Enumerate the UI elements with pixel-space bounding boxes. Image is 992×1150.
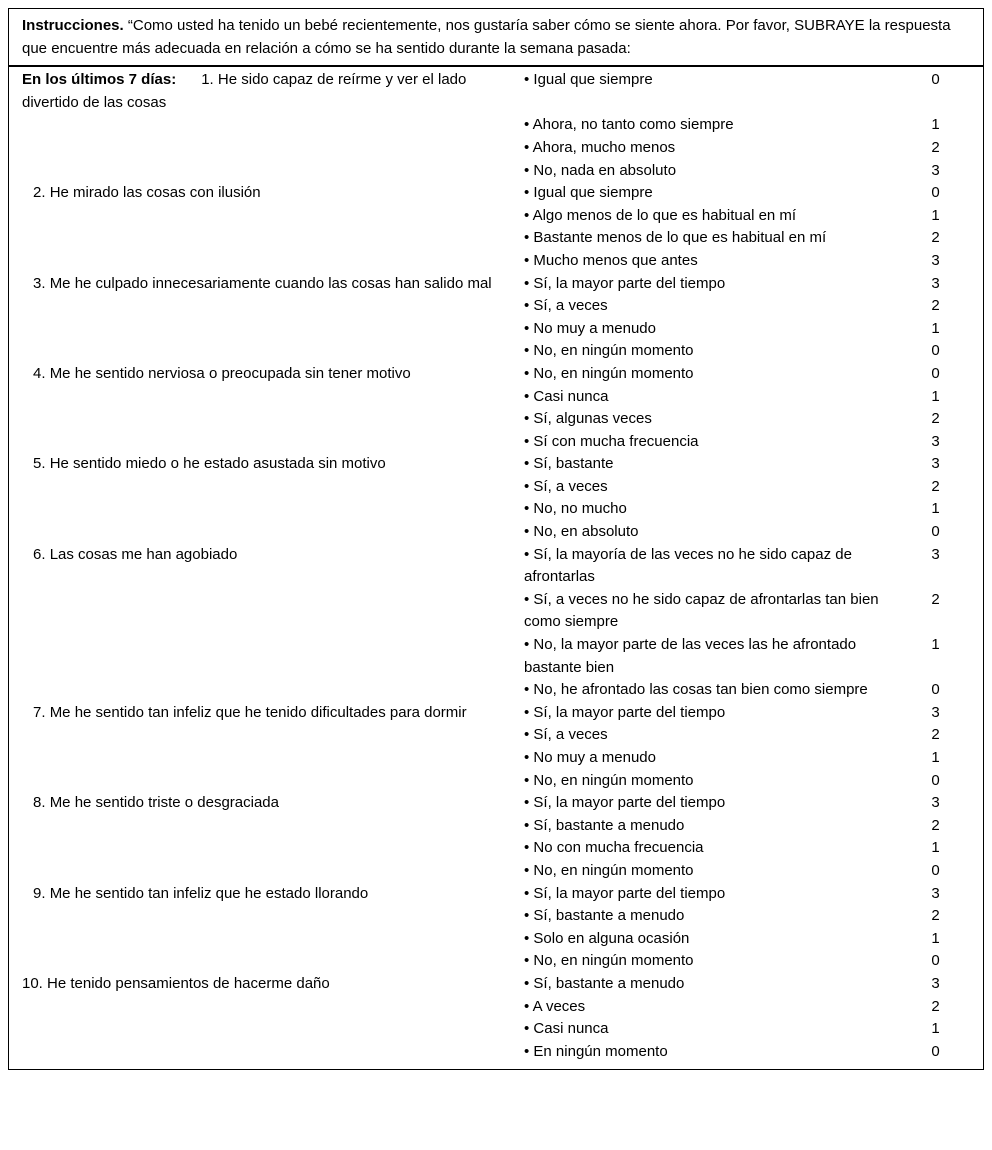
option-row — [9, 69, 983, 114]
option-label: • Sí, a veces — [524, 478, 608, 495]
option-row — [9, 1018, 983, 1041]
question-cell — [9, 950, 524, 973]
question-cell — [9, 1018, 524, 1041]
option-label: • Sí con mucha frecuencia — [524, 433, 699, 450]
option-row — [9, 273, 983, 296]
option-row — [9, 386, 983, 409]
period-header-label: En los últimos 7 días: — [22, 71, 177, 89]
option-label: • Sí, bastante — [524, 455, 613, 472]
questions-tbody — [9, 69, 983, 1063]
option-label: • Ahora, no tanto como siempre — [524, 116, 734, 133]
option-row — [9, 883, 983, 906]
question-cell — [9, 837, 524, 860]
score-cell: 0 — [931, 771, 940, 789]
question-cell — [9, 724, 524, 747]
option-cell — [524, 928, 888, 951]
option-cell — [524, 883, 888, 906]
option-cell — [524, 860, 888, 883]
question-cell — [9, 295, 524, 318]
question-cell — [9, 69, 524, 114]
score-cell: 2 — [931, 997, 940, 1015]
option-row — [9, 792, 983, 815]
score-cell: 1 — [931, 929, 940, 947]
option-row — [9, 860, 983, 883]
option-label: • Sí, a veces no he sido capaz de afrontarlas tan bien como siempre — [524, 591, 879, 631]
option-cell — [524, 1018, 888, 1041]
option-label: • No, nada en absoluto — [524, 162, 676, 179]
option-cell — [524, 747, 888, 770]
option-row — [9, 295, 983, 318]
question-number: 7. — [33, 703, 46, 721]
option-row — [9, 950, 983, 973]
question-cell — [9, 340, 524, 363]
score-cell: 3 — [931, 455, 940, 473]
option-label: • Sí, la mayor parte del tiempo — [524, 275, 725, 292]
score-cell: 2 — [931, 229, 940, 247]
question-cell — [9, 182, 524, 205]
option-cell — [524, 386, 888, 409]
score-cell: 2 — [931, 138, 940, 156]
option-row — [9, 408, 983, 431]
question-cell — [9, 860, 524, 883]
option-label: • No, en absoluto — [524, 523, 639, 540]
option-row — [9, 589, 983, 634]
score-cell: 1 — [931, 636, 940, 654]
option-cell — [524, 273, 888, 296]
score-cell: 2 — [931, 907, 940, 925]
score-cell: 1 — [931, 116, 940, 134]
option-row — [9, 702, 983, 725]
option-cell — [524, 114, 888, 137]
option-label: • Sí, bastante a menudo — [524, 907, 684, 924]
option-cell — [524, 815, 888, 838]
option-row — [9, 747, 983, 770]
question-text: Me he sentido tan infeliz que he estado llorando — [49, 884, 369, 902]
option-row — [9, 770, 983, 793]
option-row — [9, 114, 983, 137]
option-label: • En ningún momento — [524, 1043, 668, 1060]
option-cell — [524, 837, 888, 860]
option-label: • No, he afrontado las cosas tan bien como siempre — [524, 681, 868, 698]
option-row — [9, 905, 983, 928]
option-cell — [524, 792, 888, 815]
score-cell: 0 — [931, 364, 940, 382]
question-cell — [9, 250, 524, 273]
option-row — [9, 679, 983, 702]
option-label: • No con mucha frecuencia — [524, 839, 704, 856]
option-cell — [524, 227, 888, 250]
option-label: • No, en ningún momento — [524, 365, 694, 382]
score-cell: 2 — [931, 477, 940, 495]
option-row — [9, 137, 983, 160]
question-cell — [9, 883, 524, 906]
score-cell: 1 — [931, 206, 940, 224]
option-cell — [524, 431, 888, 454]
option-label: • A veces — [524, 998, 585, 1015]
option-row — [9, 160, 983, 183]
option-label: • Sí, la mayor parte del tiempo — [524, 885, 725, 902]
question-cell — [9, 476, 524, 499]
option-cell — [524, 702, 888, 725]
option-cell — [524, 453, 888, 476]
option-label: • No, la mayor parte de las veces las he afrontado bastante bien — [524, 636, 856, 676]
option-row — [9, 634, 983, 679]
question-cell — [9, 1041, 524, 1064]
option-cell — [524, 205, 888, 228]
score-cell: 1 — [931, 319, 940, 337]
question-cell — [9, 137, 524, 160]
question-cell — [9, 114, 524, 137]
score-cell: 1 — [931, 749, 940, 766]
option-cell — [524, 498, 888, 521]
question-cell — [9, 905, 524, 928]
question-cell — [9, 702, 524, 725]
option-row — [9, 182, 983, 205]
score-cell: 2 — [931, 816, 940, 834]
option-label: • Igual que siempre — [524, 71, 653, 88]
option-label: • Casi nunca — [524, 388, 608, 405]
instructions-text: “Como usted ha tenido un bebé recientemente, nos gustaría saber cómo se siente ahora. Por favor, SUBRAYE la respuesta que encuentre más adecuada en relación a cómo se ha sentido durante la semana pasada: — [22, 17, 951, 57]
question-cell — [9, 792, 524, 815]
option-row — [9, 340, 983, 363]
score-cell: 3 — [931, 974, 940, 992]
questionnaire-sheet — [8, 8, 984, 1070]
question-number: 8. — [33, 794, 46, 812]
option-cell — [524, 634, 888, 679]
option-row — [9, 544, 983, 589]
option-cell — [524, 69, 888, 114]
option-cell — [524, 724, 888, 747]
score-cell: 3 — [931, 794, 940, 812]
score-cell: 3 — [931, 251, 940, 269]
question-number: 10. — [22, 974, 43, 992]
score-cell: 0 — [931, 523, 940, 541]
option-label: • No, no mucho — [524, 500, 627, 517]
score-cell: 1 — [931, 387, 940, 405]
option-label: • Ahora, mucho menos — [524, 139, 675, 156]
option-label: • No muy a menudo — [524, 320, 656, 337]
question-text: He tenido pensamientos de hacerme daño — [47, 974, 330, 992]
question-cell — [9, 160, 524, 183]
score-cell: 0 — [931, 1042, 940, 1060]
score-cell: 0 — [931, 861, 940, 879]
question-cell — [9, 453, 524, 476]
question-number: 6. — [33, 545, 46, 563]
question-number: 5. — [33, 455, 46, 473]
option-label: • Mucho menos que antes — [524, 252, 698, 269]
option-label: • Sí, la mayor parte del tiempo — [524, 704, 725, 721]
option-cell — [524, 973, 888, 996]
question-cell — [9, 815, 524, 838]
option-row — [9, 521, 983, 544]
question-text: Las cosas me han agobiado — [49, 545, 238, 563]
option-row — [9, 815, 983, 838]
instructions-block — [9, 9, 983, 67]
question-text: He mirado las cosas con ilusión — [49, 184, 261, 202]
option-cell — [524, 521, 888, 544]
option-cell — [524, 160, 888, 183]
score-cell: 3 — [931, 545, 940, 563]
question-number: 4. — [33, 364, 46, 382]
question-cell — [9, 679, 524, 702]
questions-table — [9, 69, 983, 1063]
question-cell — [9, 363, 524, 386]
option-label: • Sí, bastante a menudo — [524, 817, 684, 834]
option-row — [9, 318, 983, 341]
option-cell — [524, 996, 888, 1019]
option-label: • Sí, a veces — [524, 726, 608, 743]
option-cell — [524, 770, 888, 793]
option-cell — [524, 544, 888, 589]
score-cell: 0 — [931, 71, 940, 89]
question-text: Me he sentido nerviosa o preocupada sin tener motivo — [49, 364, 411, 382]
option-cell — [524, 250, 888, 273]
option-row — [9, 227, 983, 250]
question-cell — [9, 273, 524, 296]
question-cell — [9, 589, 524, 634]
option-label: • Igual que siempre — [524, 184, 653, 201]
score-cell: 3 — [931, 274, 940, 292]
question-text: Me he culpado innecesariamente cuando las cosas han salido mal — [49, 274, 492, 292]
question-cell — [9, 408, 524, 431]
score-cell: 3 — [931, 432, 940, 450]
option-row — [9, 724, 983, 747]
score-cell: 1 — [931, 839, 940, 857]
option-cell — [524, 182, 888, 205]
question-cell — [9, 498, 524, 521]
option-label: • Sí, la mayoría de las veces no he sido capaz de afrontarlas — [524, 546, 852, 586]
score-cell: 3 — [931, 161, 940, 179]
option-row — [9, 498, 983, 521]
option-label: • Casi nunca — [524, 1020, 608, 1037]
question-cell — [9, 996, 524, 1019]
question-text: He sentido miedo o he estado asustada sin motivo — [49, 455, 386, 473]
option-cell — [524, 679, 888, 702]
option-row — [9, 928, 983, 951]
score-cell: 0 — [931, 342, 940, 360]
question-cell — [9, 634, 524, 679]
option-cell — [524, 318, 888, 341]
score-cell: 0 — [931, 952, 940, 970]
question-cell — [9, 973, 524, 996]
score-cell: 2 — [931, 726, 940, 744]
option-row — [9, 476, 983, 499]
option-row — [9, 973, 983, 996]
option-label: • No, en ningún momento — [524, 952, 694, 969]
option-cell — [524, 905, 888, 928]
option-label: • Sí, algunas veces — [524, 410, 652, 427]
option-label: • No muy a menudo — [524, 749, 656, 766]
option-cell — [524, 295, 888, 318]
question-cell — [9, 544, 524, 589]
option-row — [9, 205, 983, 228]
question-text: Me he sentido tan infeliz que he tenido dificultades para dormir — [49, 703, 467, 721]
option-cell — [524, 137, 888, 160]
option-row — [9, 453, 983, 476]
option-cell — [524, 340, 888, 363]
question-cell — [9, 318, 524, 341]
option-row — [9, 363, 983, 386]
question-cell — [9, 205, 524, 228]
question-cell — [9, 431, 524, 454]
option-row — [9, 250, 983, 273]
score-cell: 1 — [931, 500, 940, 518]
score-cell: 2 — [931, 590, 940, 608]
instructions-label: Instrucciones. — [22, 17, 124, 34]
score-cell: 3 — [931, 884, 940, 902]
option-cell — [524, 408, 888, 431]
score-cell: 3 — [931, 703, 940, 721]
score-cell: 0 — [931, 184, 940, 202]
question-number: 1. — [201, 71, 214, 89]
option-row — [9, 1041, 983, 1064]
score-cell: 0 — [931, 681, 940, 699]
option-label: • Sí, bastante a menudo — [524, 975, 684, 992]
option-row — [9, 837, 983, 860]
score-cell: 2 — [931, 297, 940, 315]
option-label: • Sí, a veces — [524, 297, 608, 314]
question-text: Me he sentido triste o desgraciada — [49, 794, 279, 812]
option-label: • No, en ningún momento — [524, 772, 694, 789]
option-row — [9, 996, 983, 1019]
option-label: • Bastante menos de lo que es habitual en mí — [524, 229, 826, 246]
question-cell — [9, 521, 524, 544]
question-cell — [9, 227, 524, 250]
question-cell — [9, 386, 524, 409]
option-row — [9, 431, 983, 454]
score-cell: 2 — [931, 410, 940, 428]
option-label: • No, en ningún momento — [524, 342, 694, 359]
option-label: • Algo menos de lo que es habitual en mí — [524, 207, 796, 224]
option-cell — [524, 589, 888, 634]
option-cell — [524, 363, 888, 386]
option-cell — [524, 1041, 888, 1064]
option-label: • No, en ningún momento — [524, 862, 694, 879]
option-label: • Sí, la mayor parte del tiempo — [524, 794, 725, 811]
question-cell — [9, 770, 524, 793]
question-text: He sido capaz de reírme y ver el lado divertido de las cosas — [22, 71, 467, 111]
score-cell: 1 — [931, 1020, 940, 1038]
question-number: 9. — [33, 884, 46, 902]
question-cell — [9, 928, 524, 951]
question-number: 2. — [33, 184, 46, 202]
option-cell — [524, 476, 888, 499]
option-label: • Solo en alguna ocasión — [524, 930, 689, 947]
option-cell — [524, 950, 888, 973]
question-cell — [9, 747, 524, 770]
question-number: 3. — [33, 274, 46, 292]
